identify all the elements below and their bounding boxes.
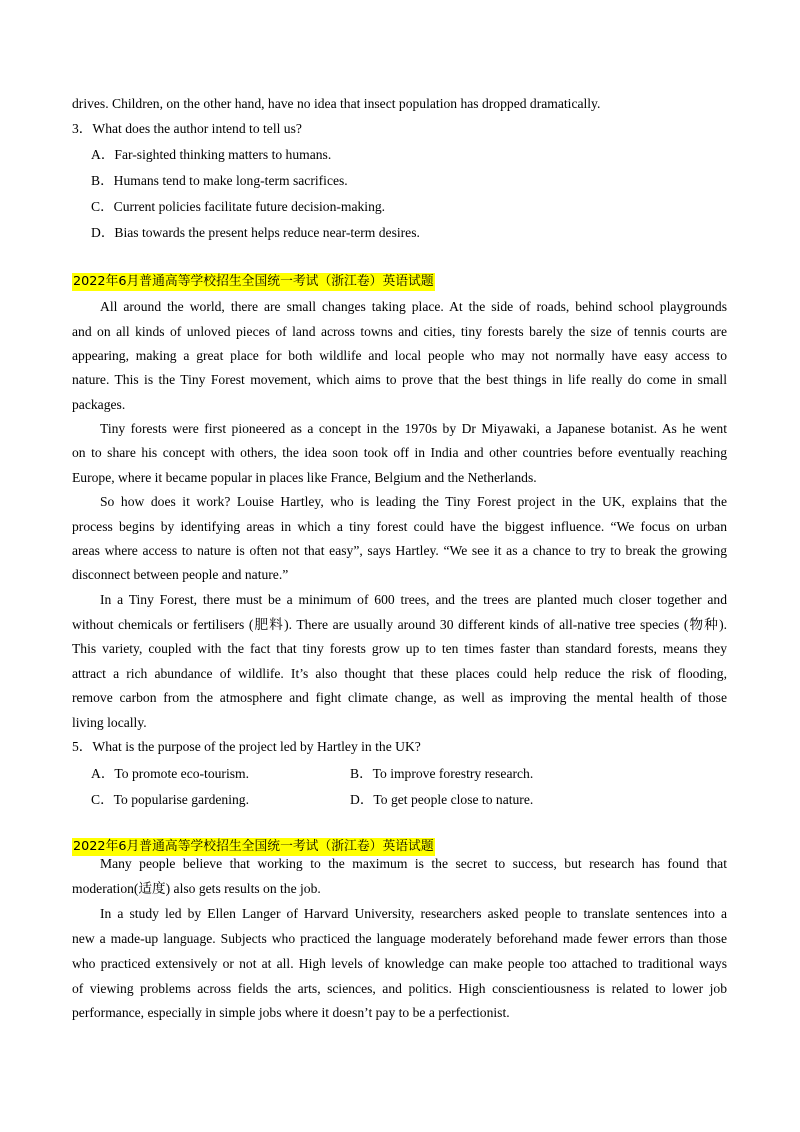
paragraph-line: moderation(适度) also gets results on the job.: [72, 881, 321, 896]
paragraph-line: nature. This is the Tiny Forest movement, which aims to prove that the best things in life really do come in small: [72, 372, 727, 387]
option-5b: B．To improve forestry research.: [350, 766, 534, 781]
paragraph-line: of viewing problems across fields the arts, sciences, and politics. High conscientiousness is related to lower job: [72, 981, 727, 996]
paragraph-line: disconnect between people and nature.”: [72, 567, 289, 582]
paragraph-line: packages.: [72, 397, 126, 412]
option-3d: D．Bias towards the present helps reduce near-term desires.: [91, 225, 420, 240]
paragraph-line: Europe, where it became popular in places like France, Belgium and the Netherlands.: [72, 470, 537, 485]
option-3c: C．Current policies facilitate future decision-making.: [91, 199, 386, 214]
paragraph-line: All around the world, there are small changes taking place. At the side of roads, behind school playgrounds: [100, 299, 727, 314]
paragraph-line: who practiced extensively or not at all. High levels of knowledge can make people too attached to traditional ways: [72, 956, 727, 971]
paragraph-line: In a Tiny Forest, there must be a minimum of 600 trees, and the trees are planted much closer together and: [100, 592, 727, 607]
paragraph-line: performance, especially in simple jobs where it doesn’t pay to be a perfectionist.: [72, 1005, 510, 1020]
paragraph-line: attract a rich abundance of wildlife. It’s also thought that these places could help reduce the risk of flooding,: [72, 666, 727, 681]
paragraph-line: This variety, coupled with the fact that tiny forests grow up to ten times faster than standard forests, means they: [72, 641, 727, 656]
option-5d: D．To get people close to nature.: [350, 792, 534, 807]
section-header: 2022年6月普通高等学校招生全国统一考试（浙江卷）英语试题: [73, 839, 434, 854]
paragraph-line: Many people believe that working to the maximum is the secret to success, but research has found that: [100, 856, 727, 871]
paragraph-line: Tiny forests were first pioneered as a concept in the 1970s by Dr Miyawaki, a Japanese botanist. As he went: [100, 421, 727, 436]
option-5a: A．To promote eco-tourism.: [91, 766, 249, 781]
paragraph-line: remove carbon from the atmosphere and fight climate change, as well as improving the mental health of those: [72, 690, 727, 705]
paragraph-line: without chemicals or fertilisers (肥料). There are usually around 30 different kinds of all-native tree species (物种).: [72, 617, 727, 632]
text-line: drives. Children, on the other hand, have no idea that insect population has dropped dramatically.: [72, 96, 601, 111]
section-header: 2022年6月普通高等学校招生全国统一考试（浙江卷）英语试题: [73, 274, 434, 289]
paragraph-line: on to share his concept with others, the idea soon took off in India and other countries before eventually reaching: [72, 445, 727, 460]
option-3a: A．Far-sighted thinking matters to humans.: [91, 147, 332, 162]
paragraph-line: In a study led by Ellen Langer of Harvard University, researchers asked people to translate sentences into a: [100, 906, 727, 921]
option-3b: B．Humans tend to make long-term sacrifices.: [91, 173, 348, 188]
paragraph-line: and on all kinds of unloved pieces of land across towns and cities, tiny forests barely the size of tennis courts are: [72, 324, 727, 339]
question-3: 3．What does the author intend to tell us?: [72, 121, 302, 136]
paragraph-line: areas where access to nature is often not that easy”, says Hartley. “We see it as a chance to try to break the growing: [72, 543, 727, 558]
paragraph-line: appearing, making a great place for both wildlife and local people who may not normally have easy access to: [72, 348, 727, 363]
question-5: 5．What is the purpose of the project led by Hartley in the UK?: [72, 739, 421, 754]
paragraph-line: So how does it work? Louise Hartley, who is leading the Tiny Forest project in the UK, explains that the: [100, 494, 727, 509]
paragraph-line: new a made-up language. Subjects who practiced the language moderately beforehand made fewer errors than those: [72, 931, 727, 946]
paragraph-line: living locally.: [72, 715, 147, 730]
paragraph-line: process begins by identifying areas in which a tiny forest could have the biggest influence. “We focus on urban: [72, 519, 727, 534]
option-5c: C．To popularise gardening.: [91, 792, 249, 807]
